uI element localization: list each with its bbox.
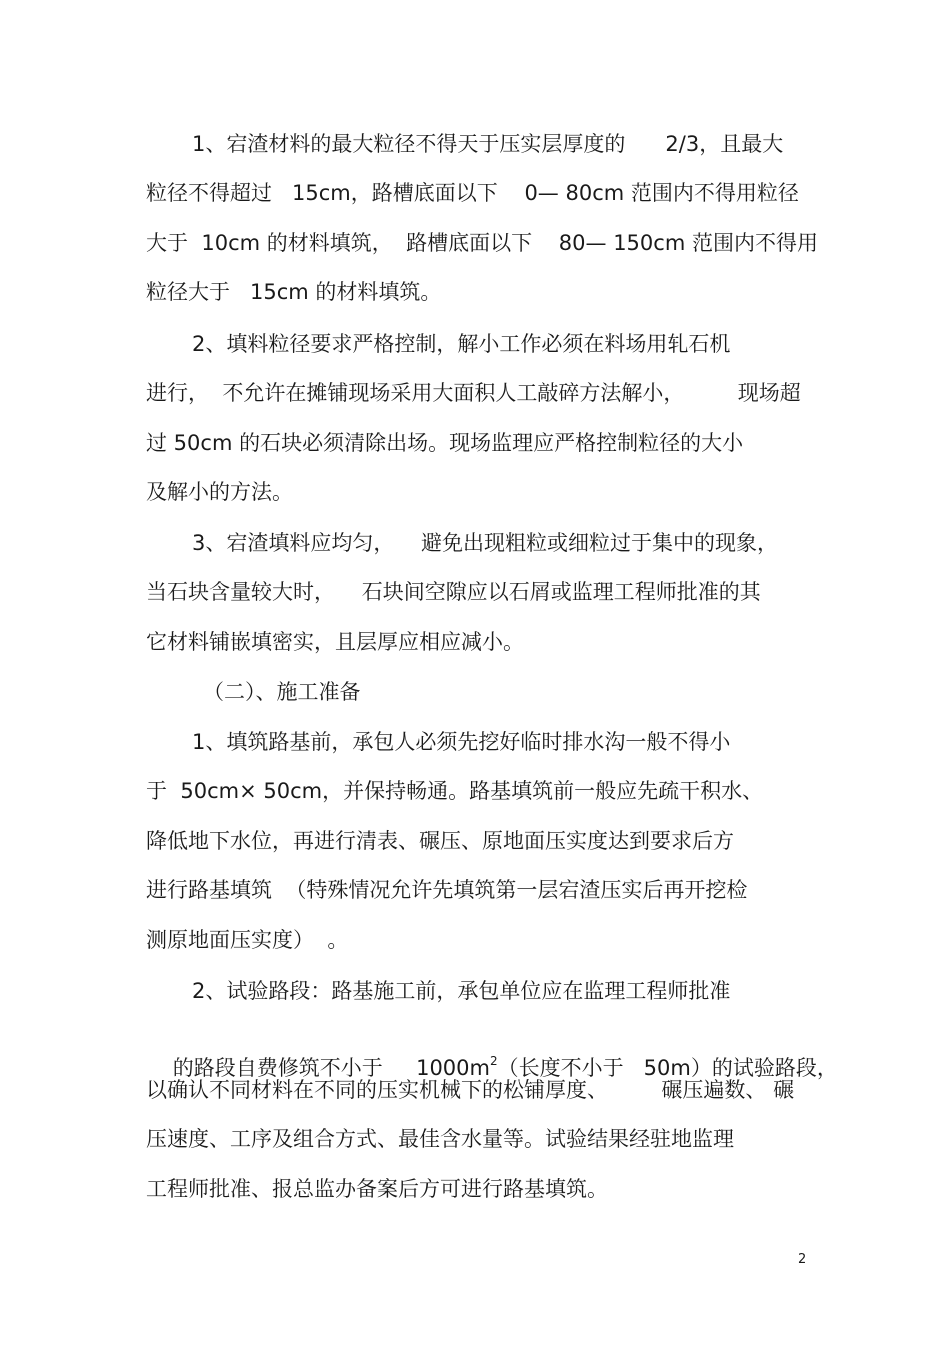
paragraph-5-line-3: 以确认不同材料在不同的压实机械下的松铺厚度、 碾压遍数、 碾 <box>146 1078 795 1102</box>
paragraph-4-line-3: 降低地下水位，再进行清表、碾压、原地面压实度达到要求后方 <box>146 829 734 853</box>
paragraph-3-line-2: 当石块含量较大时， 石块间空隙应以石屑或监理工程师批准的其 <box>146 580 761 604</box>
paragraph-2-line-1: 2、填料粒径要求严格控制，解小工作必须在料场用轧石机 <box>192 332 731 356</box>
paragraph-2-line-4: 及解小的方法。 <box>146 480 293 504</box>
paragraph-3-line-3: 它材料铺嵌填密实，且层厚应相应减小。 <box>146 630 524 654</box>
paragraph-5-line-4: 压速度、工序及组合方式、最佳含水量等。试验结果经驻地监理 <box>146 1127 734 1151</box>
paragraph-2-line-3: 过 50cm 的石块必须清除出场。现场监理应严格控制粒径的大小 <box>146 431 744 455</box>
paragraph-5-line-2-before: 的路段自费修筑不小于 1000m <box>172 1056 490 1080</box>
paragraph-1-line-2: 粒径不得超过 15cm，路槽底面以下 0— 80cm 范围内不得用粒径 <box>146 181 799 205</box>
paragraph-3-line-1: 3、宕渣填料应均匀， 避免出现粗粒或细粒过于集中的现象， <box>192 531 779 555</box>
paragraph-4-line-4: 进行路基填筑 （特殊情况允许先填筑第一层宕渣压实后再开挖检 <box>146 878 748 902</box>
paragraph-4-line-1: 1、填筑路基前，承包人必须先挖好临时排水沟一般不得小 <box>192 730 731 754</box>
section-heading: （二）、施工准备 <box>203 680 361 704</box>
paragraph-5-line-2-after: （长度不小于 50m）的试验路段， <box>497 1056 838 1080</box>
paragraph-1-line-1: 1、宕渣材料的最大粒径不得天于压实层厚度的 2/3，且最大 <box>192 132 784 156</box>
paragraph-1-line-3: 大于 10cm 的材料填筑， 路槽底面以下 80— 150cm 范围内不得用 <box>146 231 818 255</box>
paragraph-1-line-4: 粒径大于 15cm 的材料填筑。 <box>146 280 442 304</box>
paragraph-5-line-1: 2、试验路段：路基施工前，承包单位应在监理工程师批准 <box>192 979 731 1003</box>
paragraph-4-line-2: 于 50cm× 50cm，并保持畅通。路基填筑前一般应先疏干积水、 <box>146 779 764 803</box>
page-number: 2 <box>798 1252 807 1267</box>
paragraph-5-line-5: 工程师批准、报总监办备案后方可进行路基填筑。 <box>146 1177 608 1201</box>
paragraph-2-line-2: 进行， 不允许在摊铺现场采用大面积人工敲碎方法解小， 现场超 <box>146 381 801 405</box>
paragraph-4-line-5: 测原地面压实度） 。 <box>146 928 349 952</box>
area-superscript: 2 <box>489 1054 498 1068</box>
